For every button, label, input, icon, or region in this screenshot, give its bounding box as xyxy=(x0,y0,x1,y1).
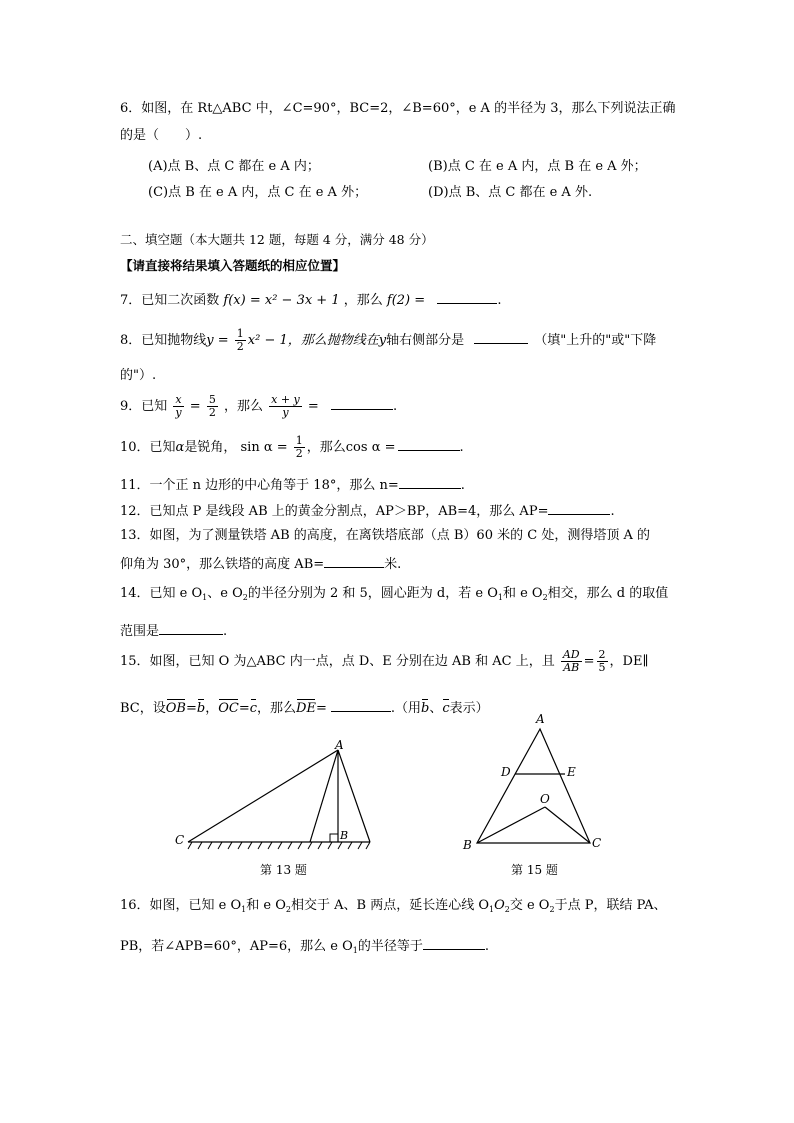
q9-frac3 xyxy=(269,394,302,419)
q15-line1 xyxy=(120,648,648,676)
q7-answer-blank[interactable] xyxy=(437,291,497,304)
q8-line2: 的"）. xyxy=(120,368,157,383)
q12 xyxy=(120,502,615,520)
q15-eqb: = xyxy=(185,701,197,716)
q15-eqc: = xyxy=(238,701,250,716)
q8-den: 2 xyxy=(236,340,244,353)
fig15-triangle-abc xyxy=(477,729,590,843)
fig15-segment-oc xyxy=(545,807,590,843)
fig15-label-c: C xyxy=(592,836,602,850)
q9-frac2-den: 2 xyxy=(208,406,216,419)
q9-eq1: = xyxy=(189,399,201,414)
q7-pre: 7．已知二次函数 xyxy=(120,293,220,308)
q9-frac1-num: x xyxy=(175,393,182,406)
q9-pre: 9．已知 xyxy=(120,399,168,414)
q6-option-c: (C)点 B 在 e A 内，点 C 在 e A 外； xyxy=(148,185,368,200)
figure-13 xyxy=(170,735,385,885)
q16-sub2: 2 xyxy=(285,905,291,914)
q8-mid: 轴右侧部分是 xyxy=(386,333,465,348)
q15-eq: = xyxy=(583,654,595,669)
q13-line2-pre: 仰角为 30°，那么铁塔的高度 AB= xyxy=(120,557,325,572)
q16-c: 交 e O xyxy=(509,898,550,913)
fig15-label-o: O xyxy=(540,792,550,806)
q14-end: . xyxy=(223,624,228,639)
q15-vec-b: b xyxy=(196,701,206,716)
q7-eq: = xyxy=(414,293,426,308)
fig15-label-b: B xyxy=(463,838,472,852)
q16-sub4: 2 xyxy=(504,905,510,914)
figure-15 xyxy=(455,712,615,882)
q14-answer-blank[interactable] xyxy=(159,622,223,635)
q15-pre: 15．如图，已知 O 为△ABC 内一点，点 D、E 分别在边 AB 和 AC 上，且 xyxy=(120,654,555,669)
fig15-label-e: E xyxy=(567,765,576,779)
q7-end: . xyxy=(497,293,502,308)
q15-vec-c2: c xyxy=(442,701,450,716)
q10-answer-blank[interactable] xyxy=(398,438,460,451)
q16-pre: 16．如图，已知 e O xyxy=(120,898,242,913)
q11 xyxy=(120,476,465,494)
q9-frac1 xyxy=(173,394,183,419)
q15-vec-b2: b xyxy=(421,701,430,716)
q15-answer-blank[interactable] xyxy=(331,699,391,712)
q8-answer-blank[interactable] xyxy=(474,331,528,344)
q10-mid: 是锐角， xyxy=(184,440,237,455)
q9-eq2: = xyxy=(307,399,319,414)
q15-after: .（用 xyxy=(390,701,421,716)
q10-end: . xyxy=(459,440,464,455)
section-title: 二、填空题（本大题共 12 题，每题 4 分，满分 48 分） xyxy=(120,232,434,247)
q8-num: 1 xyxy=(236,327,244,340)
q15-frac1-den: AB xyxy=(563,661,580,674)
q13-answer-blank[interactable] xyxy=(324,555,384,568)
q14-line2 xyxy=(120,622,227,640)
q16-o2: O xyxy=(494,898,505,913)
section-note: 【请直接将结果填入答题纸的相应位置】 xyxy=(120,258,346,273)
q10-sin: sin α = xyxy=(240,440,288,455)
q16-end: . xyxy=(484,939,489,954)
fig13-ground-hatch xyxy=(188,842,370,849)
q11-text: 11．一个正 n 边形的中心角等于 18°，那么 n= xyxy=(120,478,399,493)
q14-sub1: 1 xyxy=(202,593,208,602)
fig13-tower-left xyxy=(310,750,338,842)
q15-mid: ，那么 xyxy=(257,701,297,716)
q14-c: 和 e O xyxy=(502,586,543,601)
fig15-label-a: A xyxy=(536,712,545,726)
q15-line1-post: ，DE∥ xyxy=(609,654,649,669)
q8-rest: x² − 1，那么抛物线在 xyxy=(247,333,379,348)
q14-a: 、e O xyxy=(207,586,243,601)
q10-alpha: α xyxy=(175,440,185,455)
q15-frac2-den: 5 xyxy=(598,661,606,674)
q16-b: 相交于 A、B 两点，延长连心线 O xyxy=(290,898,489,913)
q16-line2-post: 的半径等于 xyxy=(357,939,423,954)
q14-sub4: 2 xyxy=(542,593,548,602)
q12-answer-blank[interactable] xyxy=(548,502,610,515)
q10-mid2: ，那么 xyxy=(306,440,346,455)
q10 xyxy=(120,434,464,462)
q10-frac-den: 2 xyxy=(295,447,303,460)
q15-vec-ob: OB xyxy=(165,701,186,716)
fig13-right-angle-mark xyxy=(330,834,338,842)
q16-answer-blank[interactable] xyxy=(423,937,485,950)
q15-sep: 、 xyxy=(429,701,443,716)
q6-option-d: (D)点 B、点 C 都在 e A 外. xyxy=(428,185,593,200)
q12-text: 12．已知点 P 是线段 AB 上的黄金分割点，AP＞BP，AB=4，那么 AP= xyxy=(120,504,549,519)
q15-vec-c: c xyxy=(249,701,258,716)
q9-frac3-num: x + y xyxy=(271,393,300,406)
q14-b: 的半径分别为 2 和 5，圆心距为 d，若 e O xyxy=(247,586,498,601)
q8-yvar: y xyxy=(378,333,387,348)
q14-line1 xyxy=(120,586,668,606)
q16-sub1: 1 xyxy=(241,905,247,914)
q8-pre: 8．已知抛物线 xyxy=(120,333,207,348)
q9-answer-blank[interactable] xyxy=(331,397,393,410)
q9-frac1-den: y xyxy=(175,406,182,419)
fig15-caption: 第 15 题 xyxy=(511,863,558,877)
q13-line2 xyxy=(120,555,401,573)
q7-expr: f(x) = x² − 3x + 1 xyxy=(223,293,340,308)
q6-line1: 6．如图，在 Rt△ABC 中，∠C=90°，BC=2，∠B=60°，e A 的半径为 3，那么下列说法正确 xyxy=(120,101,676,116)
q16-a: 和 e O xyxy=(246,898,286,913)
q16-sub3: 1 xyxy=(488,905,495,914)
q10-cos: cos α = xyxy=(345,440,396,455)
q8-post: （填"上升的"或"下降 xyxy=(534,333,657,348)
q7 xyxy=(120,291,501,309)
q9-frac3-den: y xyxy=(282,406,289,419)
q15-tail: 表示） xyxy=(449,701,489,716)
q15-vec-oc: OC xyxy=(218,701,239,716)
q7-expr2: f(2) xyxy=(386,293,411,308)
q16-d: 于点 P，联结 PA、 xyxy=(554,898,667,913)
q8-fraction xyxy=(235,328,246,353)
q6-option-a: (A)点 B、点 C 都在 e A 内； xyxy=(148,159,320,174)
q7-mid: ，那么 xyxy=(343,293,383,308)
q13-line1: 13．如图，为了测量铁塔 AB 的高度，在离铁塔底部（点 B）60 米的 C 处，测得塔顶 A 的 xyxy=(120,528,650,543)
q14-d: 相交，那么 d 的取值 xyxy=(547,586,669,601)
q14-line2-text: 范围是 xyxy=(120,624,160,639)
q15-frac1 xyxy=(561,649,582,674)
fig13-label-a: A xyxy=(335,738,344,752)
q12-end: . xyxy=(610,504,615,519)
q13-line2-post: 米. xyxy=(384,557,402,572)
q14-sub3: 1 xyxy=(497,593,503,602)
q15-eqd: = xyxy=(315,701,327,716)
q8-y: y = xyxy=(206,333,229,348)
q15-frac1-num: AD xyxy=(562,648,580,661)
q16-line2-pre: PB，若∠APB=60°，AP=6，那么 e O xyxy=(120,939,353,954)
q6-option-b: (B)点 C 在 e A 内，点 B 在 e A 外； xyxy=(428,159,647,174)
q15-line2 xyxy=(120,699,489,717)
q6-line2: 的是（ ）. xyxy=(120,128,203,143)
q15-frac2 xyxy=(597,649,608,674)
q9 xyxy=(120,393,397,421)
q10-frac-num: 1 xyxy=(295,434,303,447)
q16-line2 xyxy=(120,937,489,959)
fig13-line-ca xyxy=(188,750,338,842)
fig13-caption: 第 13 题 xyxy=(260,863,307,877)
q9-end: . xyxy=(392,399,398,414)
q9-frac2-num: 5 xyxy=(208,393,216,406)
q10-pre: 10．已知 xyxy=(120,440,176,455)
fig13-label-b: B xyxy=(340,829,349,842)
q11-end: . xyxy=(460,478,465,493)
q14-sub2: 2 xyxy=(242,593,248,602)
q14-pre: 14．已知 e O xyxy=(120,586,203,601)
q11-answer-blank[interactable] xyxy=(399,476,461,489)
fig15-label-d: D xyxy=(501,765,511,779)
q15-line2a: BC，设 xyxy=(120,701,166,716)
q10-frac xyxy=(294,435,305,460)
q16-sub6: 1 xyxy=(352,946,358,955)
q15-comma: ， xyxy=(205,701,219,716)
fig13-label-c: C xyxy=(175,833,185,847)
q16-sub5: 2 xyxy=(549,905,555,914)
q9-frac2 xyxy=(207,394,218,419)
q16-line1 xyxy=(120,898,667,918)
q8-line1 xyxy=(120,327,656,355)
q9-mid: ，那么 xyxy=(223,399,263,414)
q15-vec-de: DE xyxy=(296,701,316,716)
q15-frac2-num: 2 xyxy=(598,648,606,661)
